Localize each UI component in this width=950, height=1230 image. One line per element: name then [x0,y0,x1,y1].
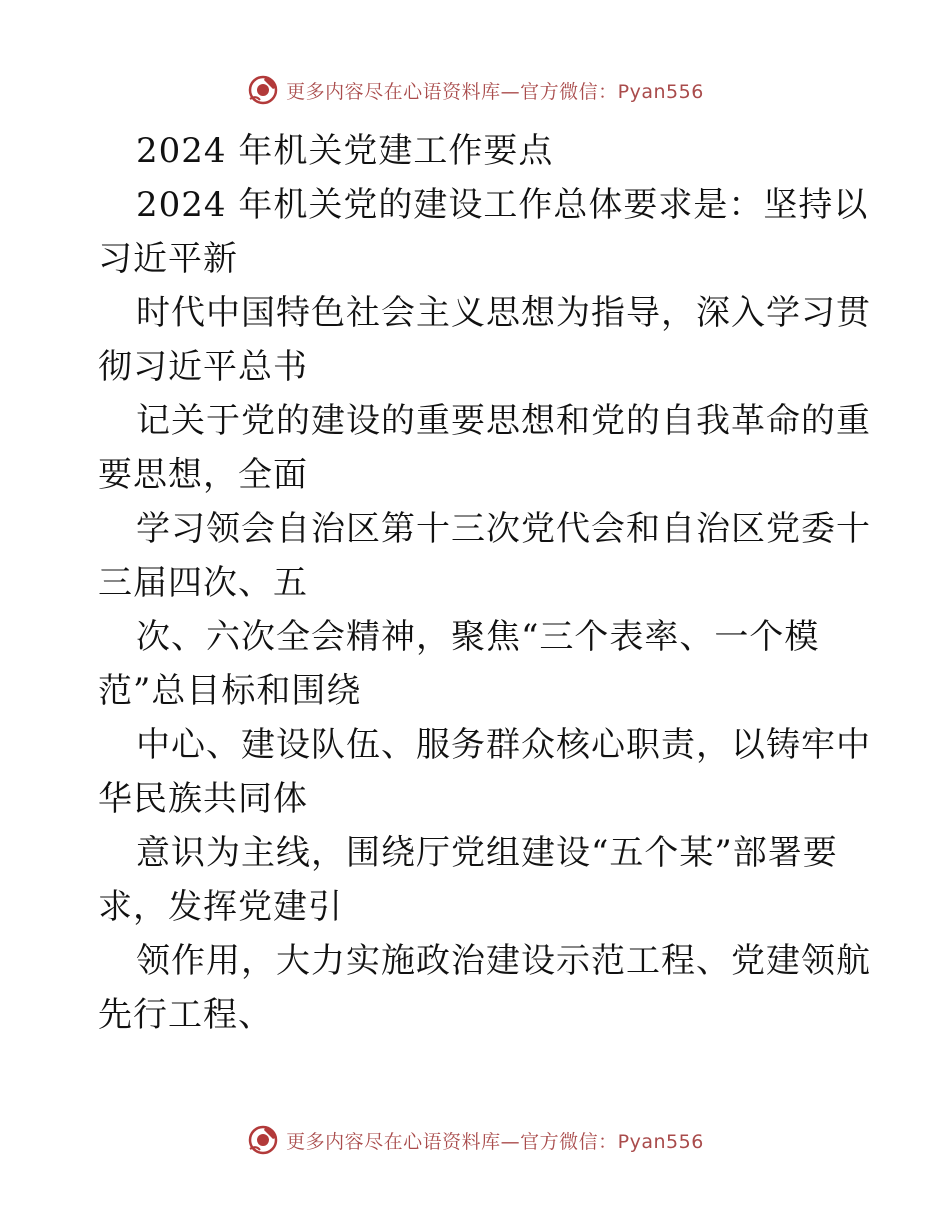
paragraph-line: 范”总目标和围绕 [98,671,362,711]
header-watermark [0,70,950,110]
paragraph-line: 先行工程、 [98,995,273,1035]
paragraph-line: 意识为主线，围绕厅党组建设“五个某”部署要 [136,833,838,873]
paragraph-line: 习近平新 [98,239,238,279]
footer-watermark [0,1120,950,1160]
paragraph-line: 华民族共同体 [98,779,308,819]
paragraph-line: 领作用，大力实施政治建设示范工程、党建领航 [136,941,871,981]
paragraph-line: 时代中国特色社会主义思想为指导，深入学习贯 [136,293,871,333]
document-body [98,124,871,1042]
paragraph-line: 2024 年机关党的建设工作总体要求是：坚持以 [136,185,869,225]
paragraph-line: 学习领会自治区第十三次党代会和自治区党委十 [136,509,871,549]
paragraph-line: 中心、建设队伍、服务群众核心职责，以铸牢中 [136,725,871,765]
pen-seal-icon [246,1123,280,1157]
pen-seal-icon [246,73,280,107]
watermark-text: 更多内容尽在心语资料库—官方微信：Pyan556 [286,80,704,103]
watermark-text: 更多内容尽在心语资料库—官方微信：Pyan556 [286,1130,704,1153]
paragraph-line: 要思想，全面 [98,455,308,495]
paragraph-line: 三届四次、五 [98,563,308,603]
paragraph-line: 求，发挥党建引 [98,887,343,927]
document-title: 2024 年机关党建工作要点 [136,131,554,171]
paragraph-line: 记关于党的建设的重要思想和党的自我革命的重 [136,401,871,441]
paragraph-line: 彻习近平总书 [98,347,308,387]
paragraph-line: 次、六次全会精神，聚焦“三个表率、一个模 [136,617,820,657]
